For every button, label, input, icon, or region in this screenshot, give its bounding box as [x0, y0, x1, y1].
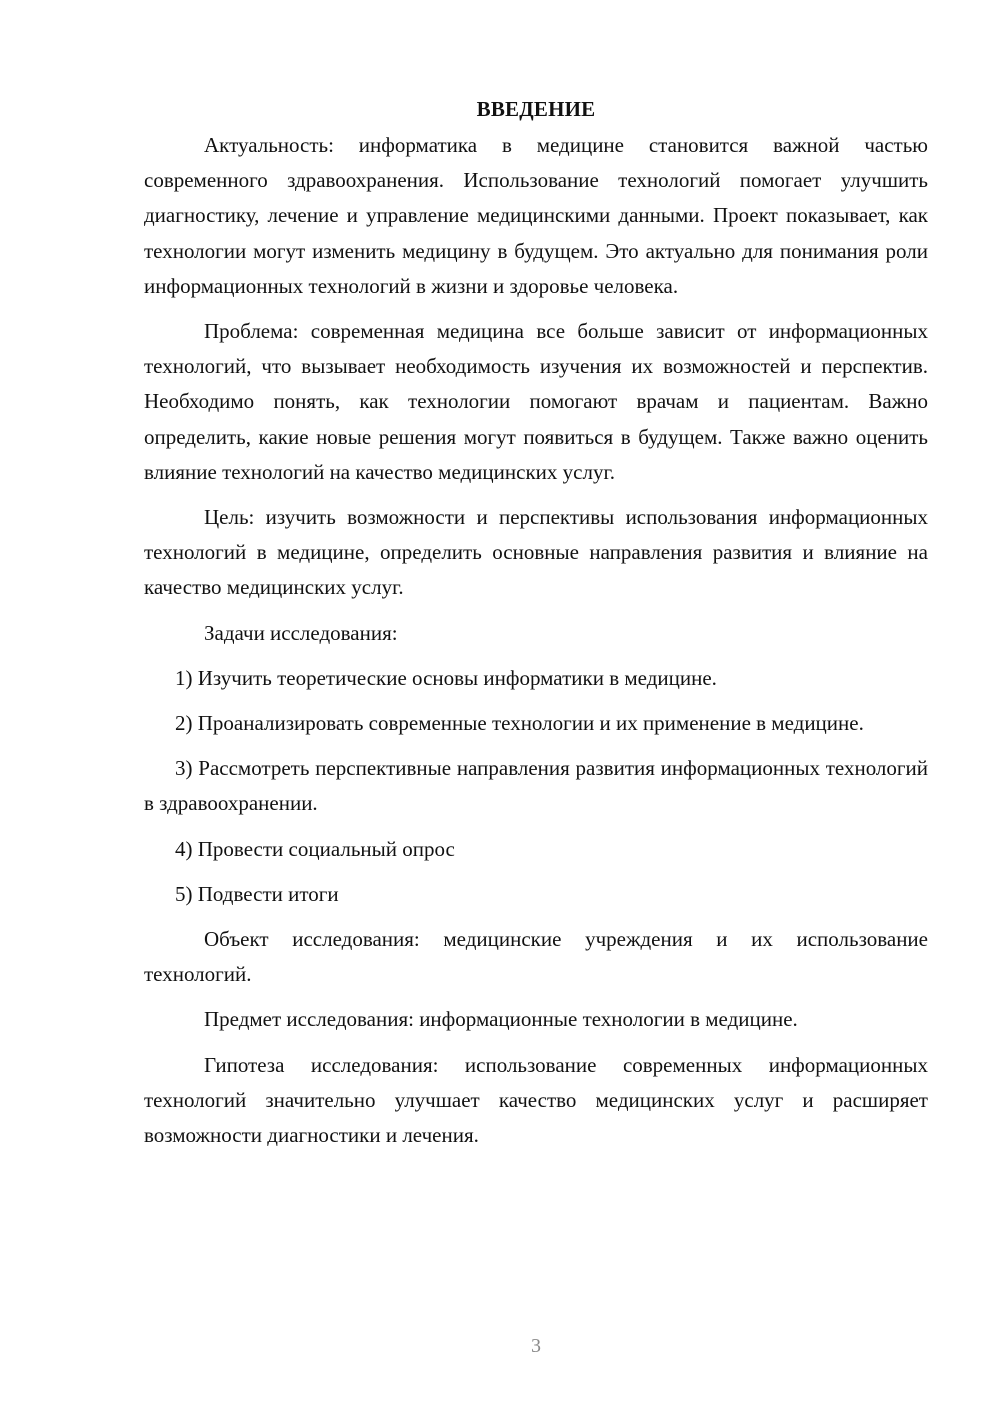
task-item-5: 5) Подвести итоги [175, 881, 339, 906]
section-title: ВВЕДЕНИЕ [476, 97, 596, 121]
paragraph-tasks-heading: Задачи исследования: [204, 620, 398, 645]
paragraph-object: Объект исследования: медицинские учреждения и их использование технологий. [144, 927, 928, 987]
task-item-3: 3) Рассмотреть перспективные направления развития информационных технологий в здравоохранении. [144, 756, 928, 816]
page-content [144, 92, 928, 1163]
paragraph-goal: Цель: изучить возможности и перспективы использования информационных технологий в медицине, определить основные направления развития и влияние на качество медицинских услуг. [144, 505, 928, 600]
paragraph-subject: Предмет исследования: информационные технологии в медицине. [204, 1007, 798, 1032]
task-item-2: 2) Проанализировать современные технологии и их применение в медицине. [175, 711, 864, 736]
paragraph-relevance: Актуальность: информатика в медицине становится важной частью современного здравоохранения. Использование технологий помогает улучшить диагностику, лечение и управление медицинскими данными. Проект показывает, как технологии могут изменить медицину в будущем. Это актуально для понимания роли информационных технологий в жизни и здоровье человека. [144, 133, 928, 298]
page-number: 3 [531, 1335, 541, 1357]
paragraph-hypothesis: Гипотеза исследования: использование современных информационных технологий значительно улучшает качество медицинских услуг и расширяет возможности диагностики и лечения. [144, 1052, 928, 1148]
task-item-4: 4) Провести социальный опрос [175, 836, 455, 861]
task-item-1: 1) Изучить теоретические основы информатики в медицине. [175, 665, 717, 690]
paragraph-problem: Проблема: современная медицина все больше зависит от информационных технологий, что вызывает необходимость изучения их возможностей и перспектив. Необходимо понять, как технологии помогают врачам и пациентам. Важно определить, какие новые решения могут появиться в будущем. Также важно оценить влияние технологий на качество медицинских услуг. [144, 319, 928, 484]
